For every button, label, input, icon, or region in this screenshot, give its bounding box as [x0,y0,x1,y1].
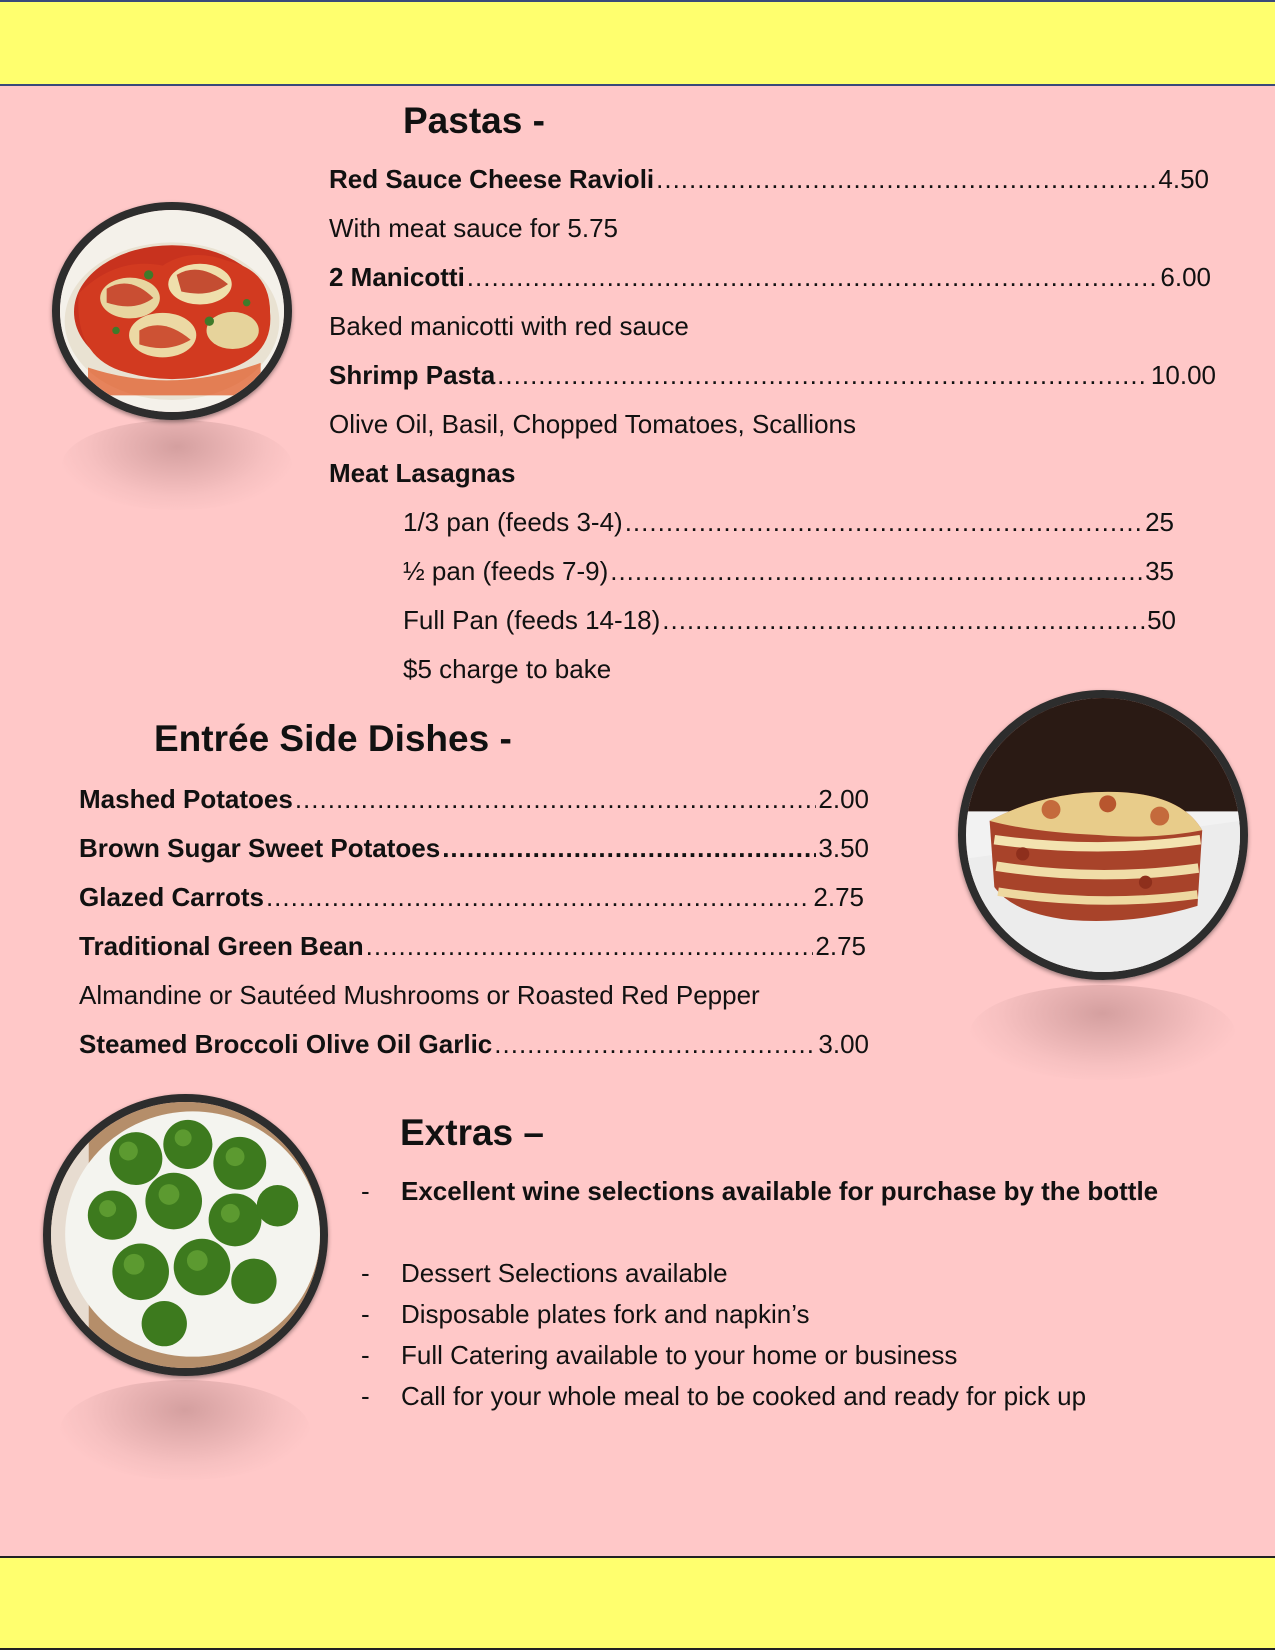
menu-item-sweet-potatoes [79,830,869,866]
lasagna-image [966,698,1240,972]
extras-bullet [361,1171,1181,1211]
bullet-dash: - [361,1299,370,1329]
lasagna-note: $5 charge to bake [403,654,612,684]
dot-leader [497,357,1149,393]
item-description: With meat sauce for 5.75 [329,213,619,243]
item-description: Almandine or Sautéed Mushrooms or Roasted Red Pepper [79,980,760,1010]
bullet-text: Disposable plates fork and napkin’s [401,1299,810,1329]
broccoli-photo-reflection [60,1380,310,1480]
item-name: Glazed Carrots [79,882,264,912]
menu-item-green-bean [79,928,866,964]
broccoli-photo [43,1094,328,1376]
bullet-text: Dessert Selections available [401,1258,728,1288]
item-name: Shrimp Pasta [329,360,496,390]
item-name: 1/3 pan (feeds 3-4) [403,507,623,537]
item-name: 2 Manicotti [329,262,465,292]
item-name: Full Pan (feeds 14-18) [403,605,661,635]
menu-item-shrimp-pasta [329,357,1216,393]
ravioli-photo [52,202,292,420]
item-price: 3.50 [818,833,869,863]
bullet-text: Full Catering available to your home or business [401,1340,958,1370]
dot-leader [625,504,1143,540]
item-description: Olive Oil, Basil, Chopped Tomatoes, Scallions [329,409,856,439]
item-price: 35 [1145,556,1174,586]
item-price: 10.00 [1150,360,1216,390]
item-price: 3.00 [818,1029,869,1059]
bullet-dash: - [361,1381,370,1411]
dot-leader [366,928,814,964]
dot-leader [494,1026,816,1062]
item-price: 50 [1147,605,1176,635]
dot-leader [662,602,1145,638]
bottom-band [0,1556,1275,1650]
lasagna-photo-reflection [970,985,1235,1080]
menu-item-glazed-carrots [79,879,864,915]
ravioli-photo-reflection [62,420,292,510]
menu-item-ravioli [329,161,1209,197]
menu-item-manicotti [329,259,1211,295]
item-price: 25 [1145,507,1174,537]
dot-leader [656,161,1156,197]
item-price: 6.00 [1160,262,1211,292]
item-name: ½ pan (feeds 7-9) [403,556,609,586]
dot-leader [266,879,811,915]
bullet-dash: - [361,1258,370,1288]
item-name: Steamed Broccoli Olive Oil Garlic [79,1029,493,1059]
pastas-heading: Pastas - [403,100,545,141]
top-band [0,0,1275,86]
extras-bullet [361,1376,1241,1416]
extras-heading: Extras – [400,1112,544,1153]
bullet-dash: - [361,1340,370,1370]
item-name: Brown Sugar Sweet Potatoes [79,833,441,863]
sides-heading: Entrée Side Dishes - [154,718,512,759]
item-price: 2.00 [818,784,869,814]
bullet-text: Call for your whole meal to be cooked and ready for pick up [401,1381,1087,1411]
lasagna-size-third [403,504,1174,540]
bullet-dash: - [361,1176,370,1206]
lasagna-size-full [403,602,1176,638]
broccoli-image [51,1102,320,1368]
dot-leader [467,259,1159,295]
lasagna-size-half [403,553,1174,589]
extras-bullet [361,1253,1241,1293]
menu-item-steamed-broccoli [79,1026,869,1062]
item-price: 4.50 [1158,164,1209,194]
item-name: Red Sauce Cheese Ravioli [329,164,655,194]
extras-bullet [361,1294,1241,1334]
bullet-text: Excellent wine selections available for purchase by the bottle [401,1176,1159,1206]
item-name: Mashed Potatoes [79,784,293,814]
menu-item-mashed-potatoes [79,781,869,817]
item-description: Baked manicotti with red sauce [329,311,689,341]
dot-leader [610,553,1143,589]
lasagna-title: Meat Lasagnas [329,458,516,488]
item-price: 2.75 [813,882,864,912]
item-price: 2.75 [815,931,866,961]
extras-bullet [361,1335,1241,1375]
dot-leader [295,781,817,817]
dot-leader [442,830,816,866]
lasagna-photo [958,690,1248,980]
item-name: Traditional Green Bean [79,931,364,961]
ravioli-image [60,210,284,412]
